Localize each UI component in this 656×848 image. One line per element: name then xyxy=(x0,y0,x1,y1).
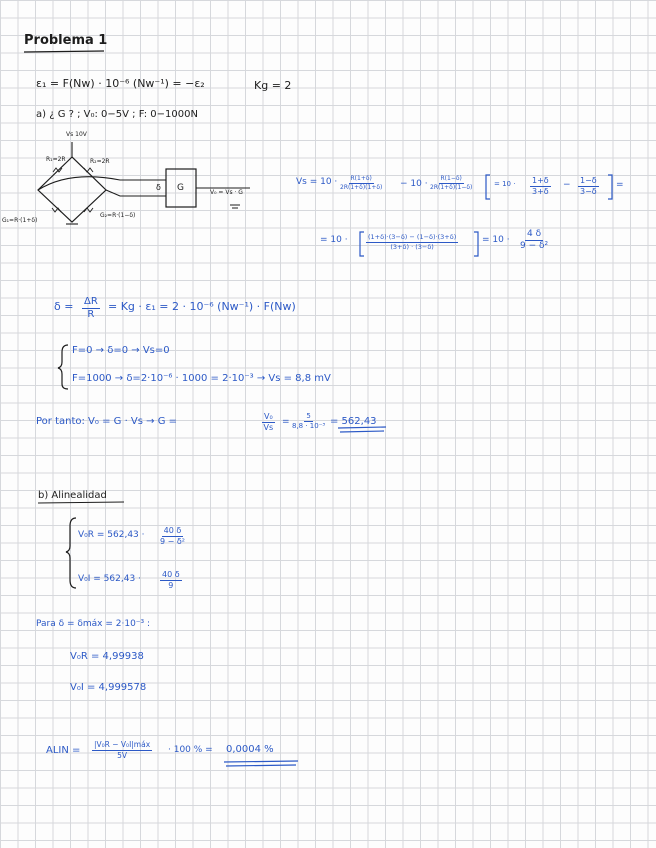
vs-f5-num: (1+δ)·(3−δ) − (1−δ)·(3+δ) xyxy=(368,233,457,241)
delta-frac-num: ΔR xyxy=(84,296,98,307)
vs-fraction-5 xyxy=(366,234,458,250)
strain-equation: ε₁ = F(Nw) · 10⁻⁶ (Nw⁻¹) = −ε₂ xyxy=(36,77,205,90)
part-a-question: a) ¿ G ? ; V₀: 0−5V ; F: 0−1000N xyxy=(36,109,198,120)
vs-f4-den: 3−δ xyxy=(580,187,597,196)
circuit-output-label: V₀ = Vs · G xyxy=(210,189,243,196)
part-b-heading: b) Alinealidad xyxy=(38,490,107,501)
voi-lhs: V₀I = 562,43 · xyxy=(78,574,141,584)
para-condition: Para δ = δmáx = 2·10⁻³ : xyxy=(36,619,151,629)
alin-lhs: ALIN = xyxy=(46,745,81,756)
vs-f3-den: 3+δ xyxy=(532,187,549,196)
circuit-vs-label: Vs 10V xyxy=(66,131,87,138)
vs-f2-num: R(1−δ) xyxy=(440,175,462,182)
case-max-force: F=1000 → δ=2·10⁻⁶ · 1000 = 2·10⁻³ → Vs = 8,8 mV xyxy=(72,373,331,384)
vs-f1-num: R(1+δ) xyxy=(350,175,372,182)
gain-f2-den: 8,8 · 10⁻³ xyxy=(292,422,326,430)
vs-f1-den: 2R(1+δ)(1+δ) xyxy=(340,184,383,191)
alin-den: 5V xyxy=(117,750,128,760)
vs-eq-lhs: Vs = 10 · xyxy=(296,177,338,187)
vs-fraction-2 xyxy=(430,176,472,191)
alin-num: |V₀R − V₀I|máx xyxy=(94,740,151,749)
page-title: Problema 1 xyxy=(24,33,108,48)
voi-value: V₀I = 4,999578 xyxy=(70,682,147,693)
gain-eq: = xyxy=(282,417,290,427)
delta-fraction xyxy=(82,297,100,320)
circuit-delta-label: δ xyxy=(156,183,161,192)
circuit-r1-label: R₁=2R xyxy=(46,156,66,163)
circuit-amp-label: G xyxy=(177,183,184,193)
vor-num: 40 δ xyxy=(163,526,182,535)
case-zero-force: F=0 → δ=0 → Vs=0 xyxy=(72,345,170,356)
vs-eq2: = 10 · xyxy=(494,180,516,188)
voi-fraction xyxy=(160,571,182,590)
voi-num: 40 δ xyxy=(162,570,180,579)
gain-f1-den: Vs xyxy=(263,423,274,432)
gain-fraction-1 xyxy=(262,413,275,432)
vs-eq3: = 10 · xyxy=(320,235,348,245)
vs-fraction-4 xyxy=(578,177,599,196)
vs-eq-trail: = xyxy=(616,180,624,190)
vs-f3-num: 1+δ xyxy=(532,176,549,185)
delta-lhs: δ = xyxy=(54,300,74,313)
alin-result: 0,0004 % xyxy=(226,744,274,755)
vs-f6-den: 9 − δ² xyxy=(520,241,549,251)
vor-value: V₀R = 4,99938 xyxy=(70,651,144,662)
alin-mid: · 100 % = xyxy=(168,745,213,755)
vs-f4-num: 1−δ xyxy=(580,176,597,185)
vor-lhs: V₀R = 562,43 · xyxy=(78,530,145,540)
vs-f2-den: 2R(1+δ)(1−δ) xyxy=(430,184,473,191)
vor-den: 9 − δ² xyxy=(160,537,185,546)
vor-fraction xyxy=(160,527,185,546)
circuit-g2-label: G₂=R·(1−δ) xyxy=(100,212,136,219)
vs-fraction-1 xyxy=(340,176,382,191)
alin-fraction xyxy=(92,741,152,759)
vs-f5-den: (3+δ) · (3−δ) xyxy=(390,242,434,251)
delta-rhs: = Kg · ε₁ = 2 · 10⁻⁶ (Nw⁻¹) · F(Nw) xyxy=(108,300,296,313)
gain-derivation: Por tanto: V₀ = G · Vs → G = xyxy=(36,416,178,427)
vs-fraction-3 xyxy=(530,177,551,196)
vs-fraction-6 xyxy=(520,230,548,251)
voi-den: 9 xyxy=(168,581,174,590)
vs-f6-num: 4 δ xyxy=(527,229,542,239)
vs-minus: − 10 · xyxy=(400,179,428,189)
vs-minus-2: − xyxy=(563,180,571,190)
gain-result: = 562,43 xyxy=(330,416,377,427)
circuit-g1-label: G₁=R·(1+δ) xyxy=(2,217,38,224)
gauge-factor: Kg = 2 xyxy=(254,79,292,92)
gain-fraction-2 xyxy=(292,413,325,430)
delta-frac-den: R xyxy=(87,309,95,320)
gain-f1-num: V₀ xyxy=(264,412,273,421)
gain-f2-num: 5 xyxy=(306,412,311,420)
vs-eq4: = 10 · xyxy=(482,235,510,245)
circuit-r2-label: R₂=2R xyxy=(90,158,110,165)
